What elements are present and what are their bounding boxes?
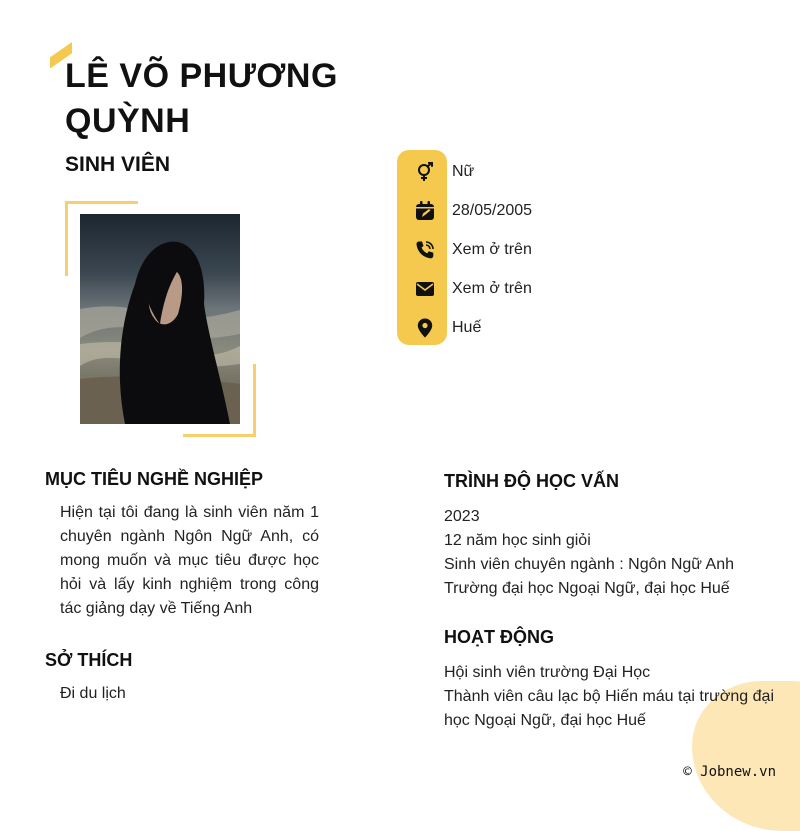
profile-photo-image: [80, 214, 240, 424]
education-list: [444, 505, 784, 601]
activities-list: [444, 661, 774, 733]
contact-phone-value: Xem ở trên: [452, 241, 532, 258]
objective-text: Hiện tại tôi đang là sinh viên năm 1 chuyên ngành Ngôn Ngữ Anh, có mong muốn và mục tiêu được học hỏi và lấy kinh nghiệm trong công tác giảng dạy về Tiếng Anh: [60, 504, 319, 617]
objective-title: MỤC TIÊU NGHỀ NGHIỆP: [45, 469, 264, 489]
hobbies-text: Đi du lịch: [60, 685, 126, 702]
education-title: TRÌNH ĐỘ HỌC VẤN: [444, 471, 619, 491]
education-line: Sinh viên chuyên ngành : Ngôn Ngữ Anh: [444, 556, 735, 573]
contact-email-value: Xem ở trên: [452, 280, 532, 297]
gender-icon: [412, 160, 438, 184]
candidate-name: LÊ VÕ PHƯƠNG QUỲNH: [65, 57, 338, 140]
education-line: 12 năm học sinh giỏi: [444, 532, 591, 549]
brand-watermark: © Jobnew.vn: [683, 764, 776, 780]
activities-line: Thành viên câu lạc bộ Hiến máu tại trường đại học Ngoại Ngữ, đại học Huế: [444, 688, 774, 729]
contact-address: [412, 316, 481, 340]
education-line: Trường đại học Ngoại Ngữ, đại học Huế: [444, 580, 730, 597]
envelope-icon: [412, 277, 438, 301]
profile-photo: [80, 214, 240, 424]
activities-title: HOẠT ĐỘNG: [444, 627, 554, 647]
phone-icon: [412, 238, 438, 262]
contact-birthday-value: 28/05/2005: [452, 202, 533, 219]
activities-line: Hội sinh viên trường Đại Học: [444, 664, 651, 681]
contact-address-value: Huế: [452, 319, 482, 336]
map-pin-icon: [412, 316, 438, 340]
calendar-icon: [412, 199, 438, 223]
contact-email: [412, 277, 532, 301]
hobbies-title: SỞ THÍCH: [45, 650, 133, 670]
contact-birthday: [412, 199, 532, 223]
candidate-role: SINH VIÊN: [65, 153, 171, 176]
education-line: 2023: [444, 508, 480, 525]
contact-gender: [412, 160, 474, 184]
contact-phone: [412, 238, 532, 262]
contact-gender-value: Nữ: [452, 163, 475, 180]
